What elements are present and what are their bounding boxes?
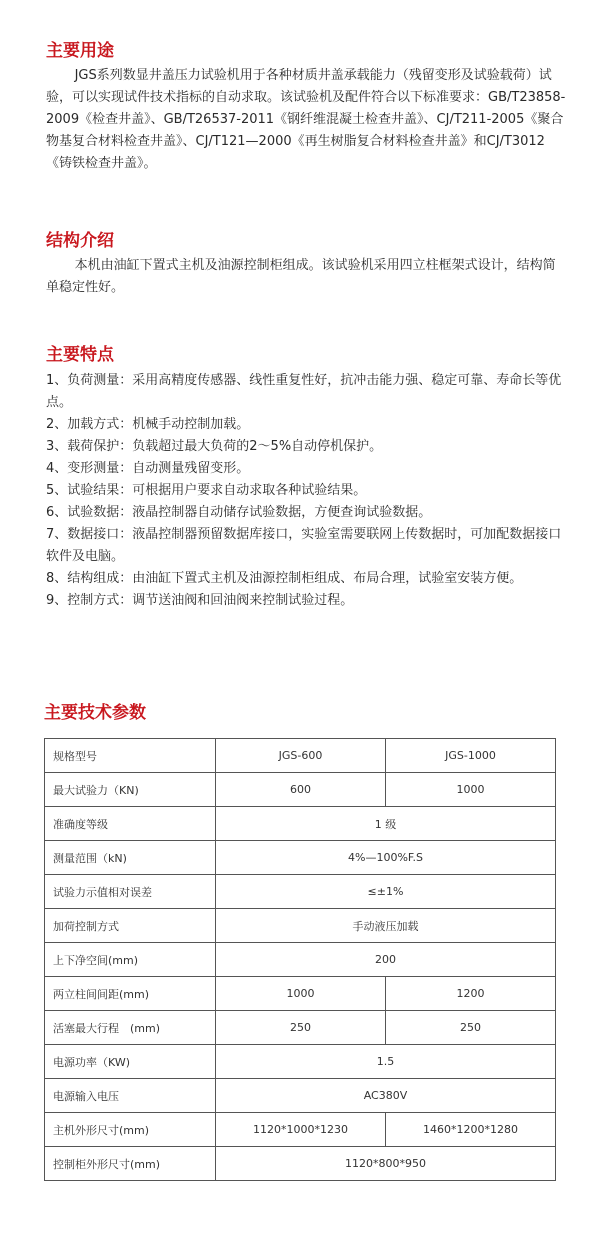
spec-label: 上下净空间(mm) — [45, 943, 216, 977]
table-row — [45, 1011, 556, 1045]
spec-value: 1000 — [216, 977, 386, 1011]
table-row — [45, 841, 556, 875]
spec-value: 手动液压加载 — [216, 909, 556, 943]
spec-value: 1000 — [386, 773, 556, 807]
spec-value: 600 — [216, 773, 386, 807]
spec-value: 1460*1200*1280 — [386, 1113, 556, 1147]
table-row — [45, 1045, 556, 1079]
spec-label: 控制柜外形尺寸(mm) — [45, 1147, 216, 1181]
spec-value: 1 级 — [216, 807, 556, 841]
spec-label: 两立柱间间距(mm) — [45, 977, 216, 1011]
feature-item: 3、载荷保护：负载超过最大负荷的2～5%自动停机保护。 — [46, 439, 383, 454]
table-row — [45, 943, 556, 977]
spec-label: 加荷控制方式 — [45, 909, 216, 943]
spec-label: 规格型号 — [45, 739, 216, 773]
feature-item: 5、试验结果：可根据用户要求自动求取各种试验结果。 — [46, 483, 367, 498]
table-row — [45, 977, 556, 1011]
feature-item: 9、控制方式：调节送油阀和回油阀来控制试验过程。 — [46, 593, 354, 608]
features-heading: 主要特点 — [46, 345, 114, 365]
features-section — [46, 344, 566, 612]
table-row — [45, 1079, 556, 1113]
spec-value: ≤±1% — [216, 875, 556, 909]
spec-value: 250 — [386, 1011, 556, 1045]
feature-item: 1、负荷测量：采用高精度传感器、线性重复性好，抗冲击能力强、稳定可靠、寿命长等优点。 — [46, 373, 562, 410]
spec-label: 活塞最大行程 (mm) — [45, 1011, 216, 1045]
spec-label: 测量范围（kN) — [45, 841, 216, 875]
spec-value: 1200 — [386, 977, 556, 1011]
feature-item: 2、加载方式：机械手动控制加载。 — [46, 417, 250, 432]
table-row — [45, 773, 556, 807]
table-row — [45, 1147, 556, 1181]
feature-item: 4、变形测量：自动测量残留变形。 — [46, 461, 250, 476]
spec-label: 主机外形尺寸(mm) — [45, 1113, 216, 1147]
spec-value: 250 — [216, 1011, 386, 1045]
spec-value: AC380V — [216, 1079, 556, 1113]
feature-item: 7、数据接口：液晶控制器预留数据库接口，实验室需要联网上传数据时，可加配数据接口软件及电脑。 — [46, 527, 562, 564]
specs-section — [44, 702, 566, 1181]
spec-value: 1120*800*950 — [216, 1147, 556, 1181]
usage-section — [46, 40, 566, 175]
features-list — [46, 370, 566, 612]
table-row — [45, 875, 556, 909]
spec-label: 准确度等级 — [45, 807, 216, 841]
specs-table — [44, 738, 556, 1181]
spec-value: 1120*1000*1230 — [216, 1113, 386, 1147]
spec-value: JGS-1000 — [386, 739, 556, 773]
table-row — [45, 1113, 556, 1147]
spec-label: 电源功率（KW) — [45, 1045, 216, 1079]
structure-heading: 结构介绍 — [46, 231, 114, 251]
spec-label: 试验力示值相对误差 — [45, 875, 216, 909]
table-row — [45, 739, 556, 773]
spec-label: 电源输入电压 — [45, 1079, 216, 1113]
structure-text: 本机由油缸下置式主机及油源控制柜组成。该试验机采用四立柱框架式设计，结构简单稳定性好。 — [46, 258, 556, 295]
specs-heading: 主要技术参数 — [44, 703, 146, 723]
feature-item: 6、试验数据：液晶控制器自动储存试验数据，方便查询试验数据。 — [46, 505, 432, 520]
spec-value: 200 — [216, 943, 556, 977]
table-row — [45, 909, 556, 943]
table-row — [45, 807, 556, 841]
usage-text: JGS系列数显井盖压力试验机用于各种材质井盖承载能力（残留变形及试验载荷）试验，可以实现试件技术指标的自动求取。该试验机及配件符合以下标准要求：GB/T23858-2009《检查井盖》、GB/T26537-2011《钢纤维混凝土检查井盖》、CJ/T211-2005《聚合物基复合材料检查井盖》、CJ/T121—2000《再生树脂复合材料检查井盖》和CJ/T3012《铸铁检查井盖》。 — [46, 68, 566, 171]
spec-value: JGS-600 — [216, 739, 386, 773]
structure-section — [46, 230, 566, 299]
usage-heading: 主要用途 — [46, 41, 114, 61]
spec-value: 1.5 — [216, 1045, 556, 1079]
feature-item: 8、结构组成：由油缸下置式主机及油源控制柜组成、布局合理，试验室安装方便。 — [46, 571, 523, 586]
spec-value: 4%—100%F.S — [216, 841, 556, 875]
spec-label: 最大试验力（KN) — [45, 773, 216, 807]
